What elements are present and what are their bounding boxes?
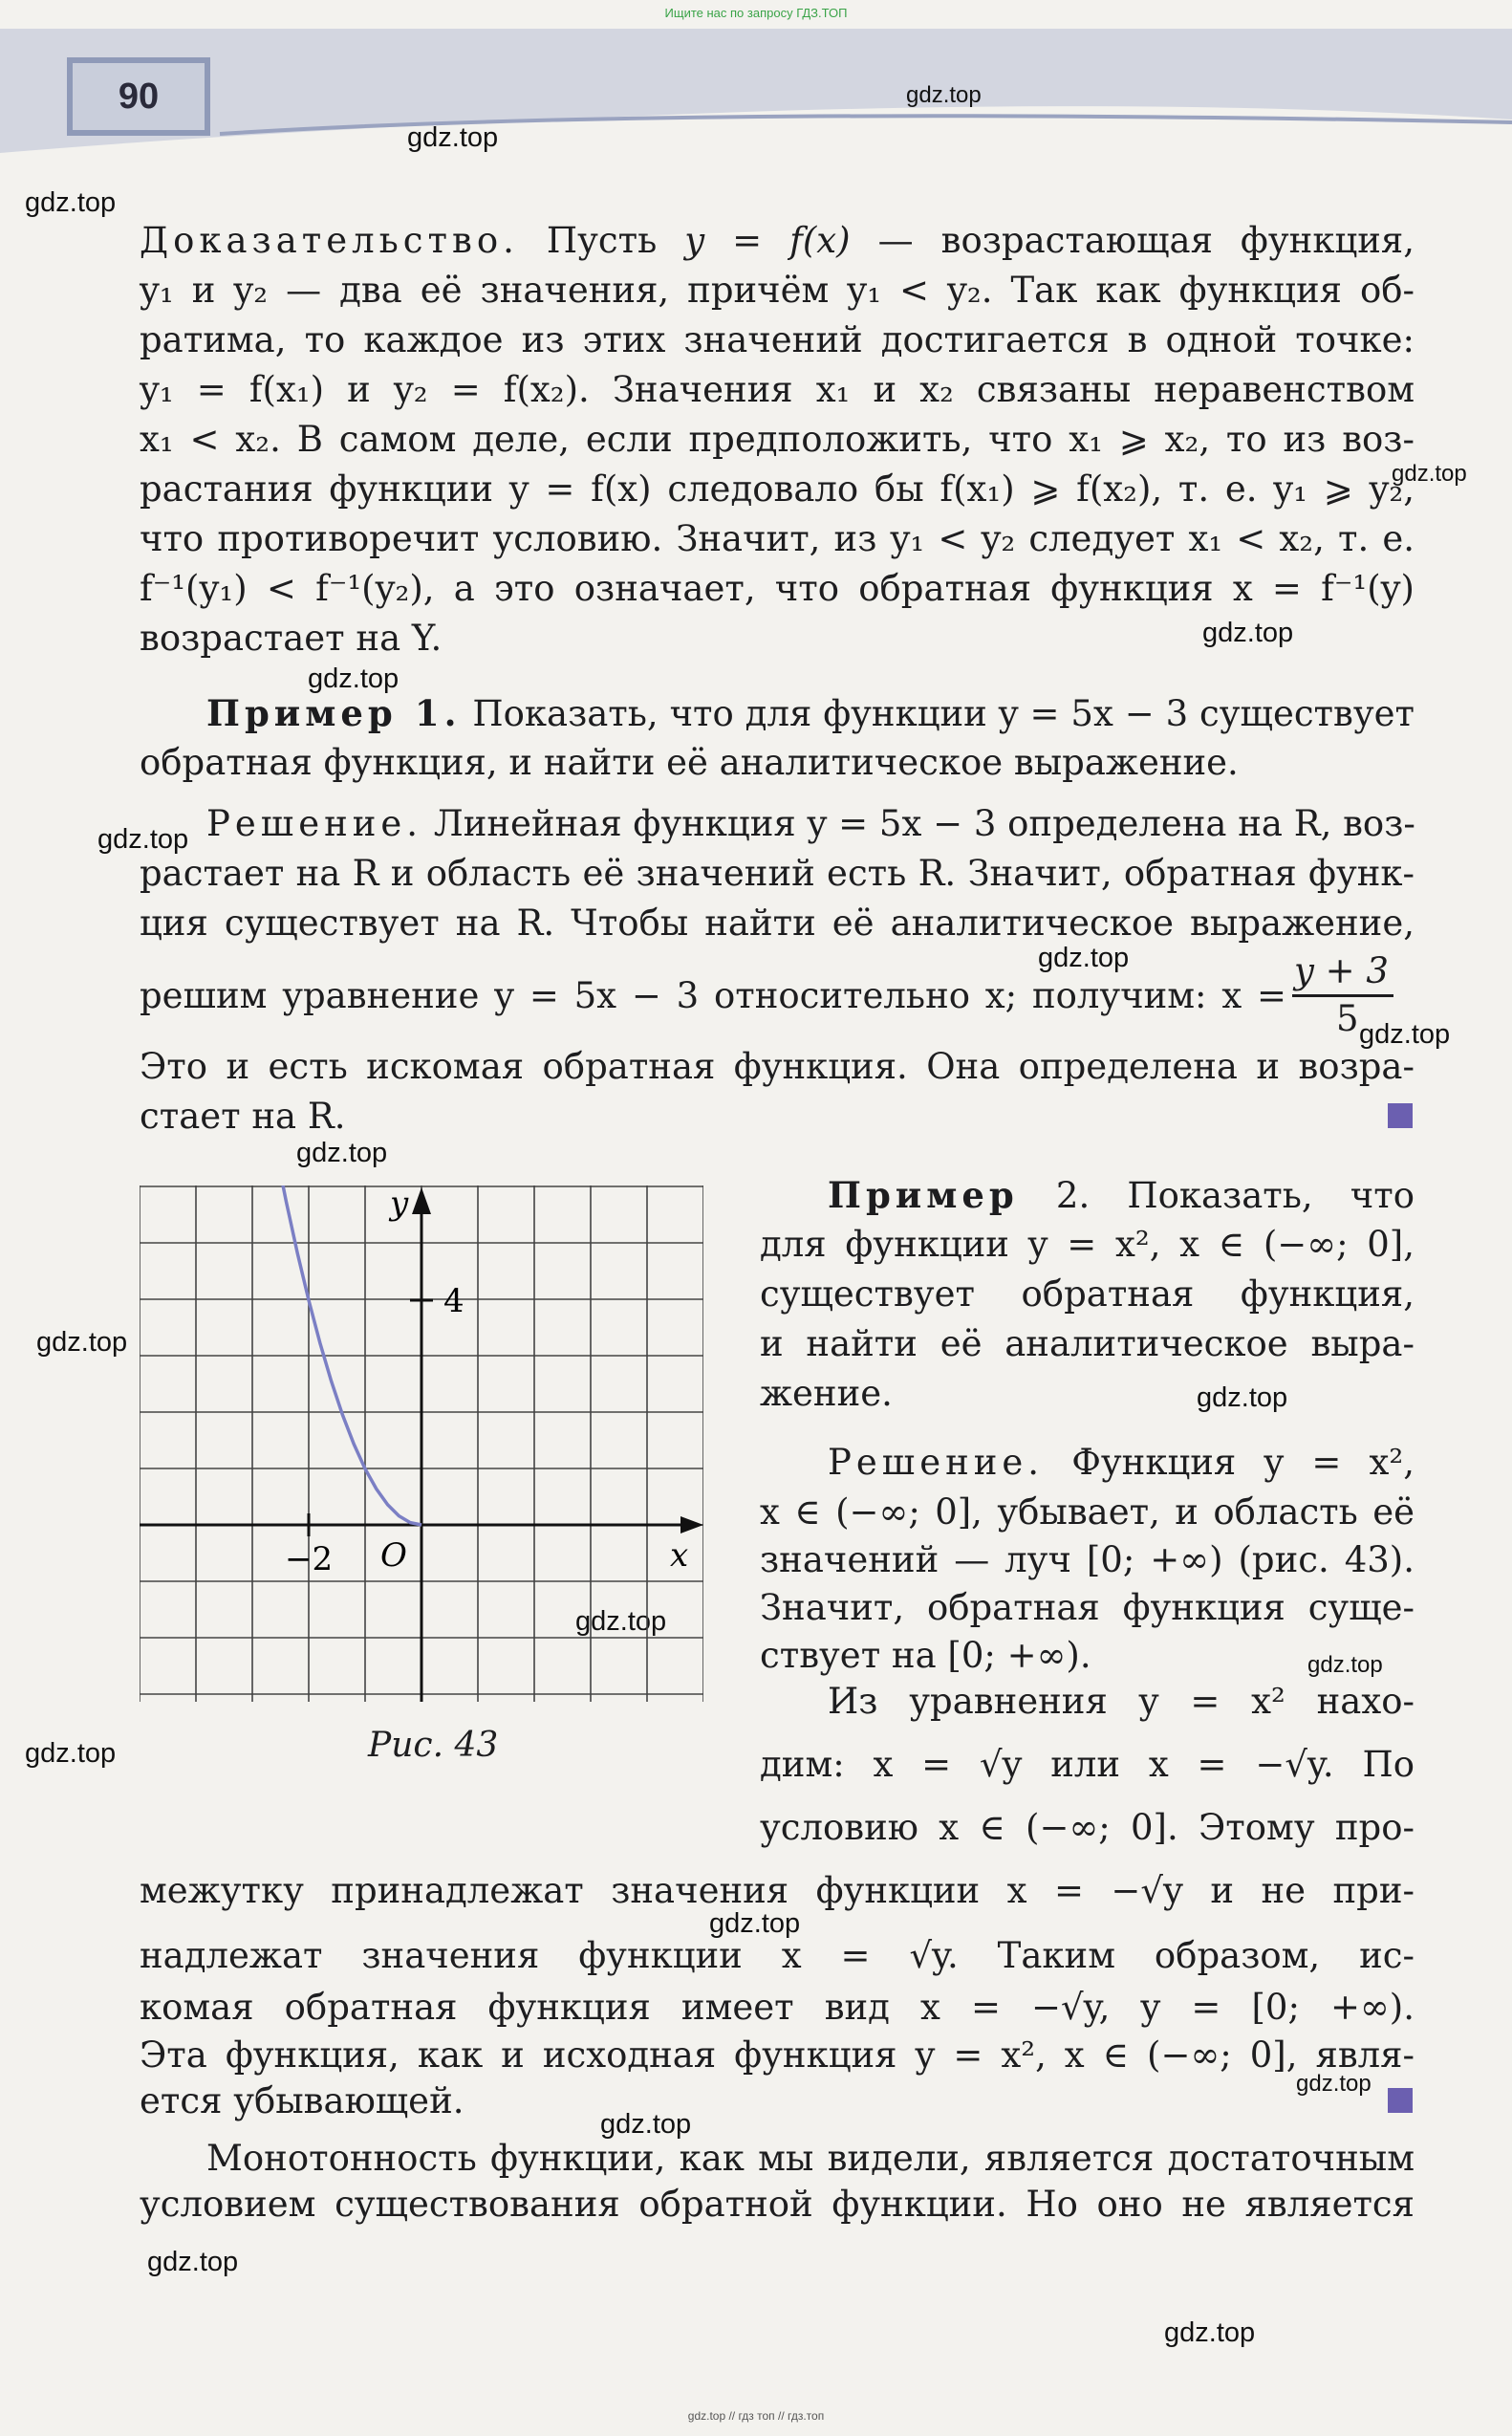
- proof-line: растания функции y = f(x) следовало бы f(x₁) ⩾ f(x₂), т. е. y₁ ⩾ y₂,: [140, 468, 1415, 510]
- proof-line: y₁ и y₂ — два её значения, причём y₁ < y₂. Так как функция об-: [140, 270, 1415, 311]
- watermark: gdz.top: [1197, 1382, 1288, 1413]
- example2-line: жение.: [760, 1373, 893, 1414]
- watermark: gdz.top: [1359, 1019, 1451, 1050]
- example2-line: ствует на [0; +∞).: [760, 1635, 1091, 1676]
- watermark: gdz.top: [407, 122, 499, 153]
- x-axis-label: x: [670, 1536, 689, 1575]
- figure-43: [140, 1185, 703, 1702]
- example1-line: ция существует на R. Чтобы найти её аналитическое выражение,: [140, 903, 1415, 944]
- example2-line: Эта функция, как и исходная функция y = x², x ∈ (−∞; 0], явля-: [140, 2034, 1415, 2076]
- tick-label-y: 4: [443, 1282, 464, 1320]
- watermark: gdz.top: [1038, 943, 1130, 973]
- closing-line: Монотонность функции, как мы видели, является достаточным: [206, 2138, 1415, 2179]
- watermark: gdz.top: [25, 187, 117, 218]
- figure-caption: Рис. 43: [368, 1726, 499, 1765]
- fraction-denominator: 5: [1336, 998, 1359, 1039]
- fraction-bar: [1292, 994, 1393, 997]
- example2-line: надлежат значения функции x = √y. Таким образом, ис-: [140, 1935, 1415, 1976]
- watermark: gdz.top: [575, 1606, 667, 1637]
- example2-line: Из уравнения y = x² нахо-: [828, 1681, 1415, 1722]
- example1-heading: Пример 1. Показать, что для функции y = 5x − 3 существует: [206, 692, 1415, 734]
- proof-line: что противоречит условию. Значит, из y₁ < y₂ следует x₁ < x₂, т. е.: [140, 518, 1415, 559]
- example2-line: x ∈ (−∞; 0], убывает, и область её: [760, 1491, 1415, 1533]
- watermark: gdz.top: [147, 2247, 239, 2277]
- watermark: gdz.top: [600, 2109, 692, 2140]
- example2-line: дим: x = √y или x = −√y. По: [760, 1744, 1415, 1785]
- example1-line: стает на R.: [140, 1096, 346, 1137]
- example2-line: для функции y = x², x ∈ (−∞; 0],: [760, 1224, 1415, 1265]
- watermark: gdz.top: [25, 1738, 117, 1769]
- watermark: gdz.top: [97, 824, 189, 855]
- y-axis-label: y: [390, 1185, 409, 1223]
- example2-line: существует обратная функция,: [760, 1273, 1415, 1315]
- proof-title: Доказательство.: [140, 220, 519, 261]
- example2-solution-heading: Решение. Функция y = x²,: [828, 1442, 1415, 1483]
- example2-line: условию x ∈ (−∞; 0]. Этому про-: [760, 1807, 1415, 1848]
- fraction-numerator: y + 3: [1294, 950, 1389, 991]
- origin-label: O: [380, 1536, 407, 1575]
- page-number: 90: [67, 57, 210, 136]
- example2-line: Значит, обратная функция суще-: [760, 1587, 1415, 1628]
- example1-line: растает на R и область её значений есть R. Значит, обратная функ-: [140, 853, 1415, 894]
- watermark: gdz.top: [308, 663, 400, 694]
- y-axis: [412, 1187, 431, 1702]
- watermark: gdz.top: [296, 1138, 388, 1168]
- end-of-solution-mark: [1388, 1103, 1413, 1128]
- proof-line: ратима, то каждое из этих значений достигается в одной точке:: [140, 319, 1415, 360]
- proof-line: x₁ < x₂. В самом деле, если предположить, что x₁ ⩾ x₂, то из воз-: [140, 419, 1415, 460]
- proof-line: возрастает на Y.: [140, 618, 443, 659]
- end-of-solution-mark: [1388, 2088, 1413, 2113]
- watermark: gdz.top: [36, 1327, 128, 1358]
- bottom-note: gdz.top // гдз топ // гдз.топ: [687, 2409, 825, 2423]
- proof-line: Доказательство. Пусть y = f(x) — возрастающая функция,: [140, 220, 1415, 261]
- watermark: gdz.top: [1296, 2071, 1372, 2097]
- example2-heading: Пример 2. Показать, что: [828, 1174, 1415, 1216]
- example2-line: комая обратная функция имеет вид x = −√y, y = [0; +∞).: [140, 1987, 1415, 2028]
- watermark: gdz.top: [906, 82, 982, 108]
- example2-line: и найти её аналитическое выра-: [760, 1323, 1415, 1364]
- example1-line: решим уравнение y = 5x − 3 относительно x; получим: x =: [140, 975, 1286, 1016]
- closing-line: условием существования обратной функции. Но оно не является: [140, 2184, 1415, 2225]
- example1-line: обратная функция, и найти её аналитическое выражение.: [140, 742, 1239, 783]
- watermark: gdz.top: [1164, 2317, 1256, 2348]
- example1-solution-heading: Решение. Линейная функция y = 5x − 3 определена на R, воз-: [206, 803, 1415, 844]
- proof-line: y₁ = f(x₁) и y₂ = f(x₂). Значения x₁ и x₂ связаны неравенством: [140, 369, 1415, 410]
- watermark: gdz.top: [709, 1908, 801, 1939]
- watermark: gdz.top: [1392, 461, 1467, 487]
- top-note: Ищите нас по запросу ГДЗ.ТОП: [664, 6, 848, 20]
- header-band: [0, 29, 1512, 153]
- example2-line: ется убывающей.: [140, 2080, 464, 2121]
- example2-line: значений — луч [0; +∞) (рис. 43).: [760, 1539, 1415, 1580]
- example2-line: межутку принадлежат значения функции x = −√y и не при-: [140, 1870, 1415, 1911]
- proof-line: f⁻¹(y₁) < f⁻¹(y₂), а это означает, что обратная функция x = f⁻¹(y): [140, 568, 1415, 609]
- tick-label-x: −2: [285, 1540, 334, 1578]
- watermark: gdz.top: [1202, 618, 1294, 648]
- example1-line: Это и есть искомая обратная функция. Она определена и возра-: [140, 1046, 1415, 1087]
- watermark: gdz.top: [1307, 1652, 1383, 1678]
